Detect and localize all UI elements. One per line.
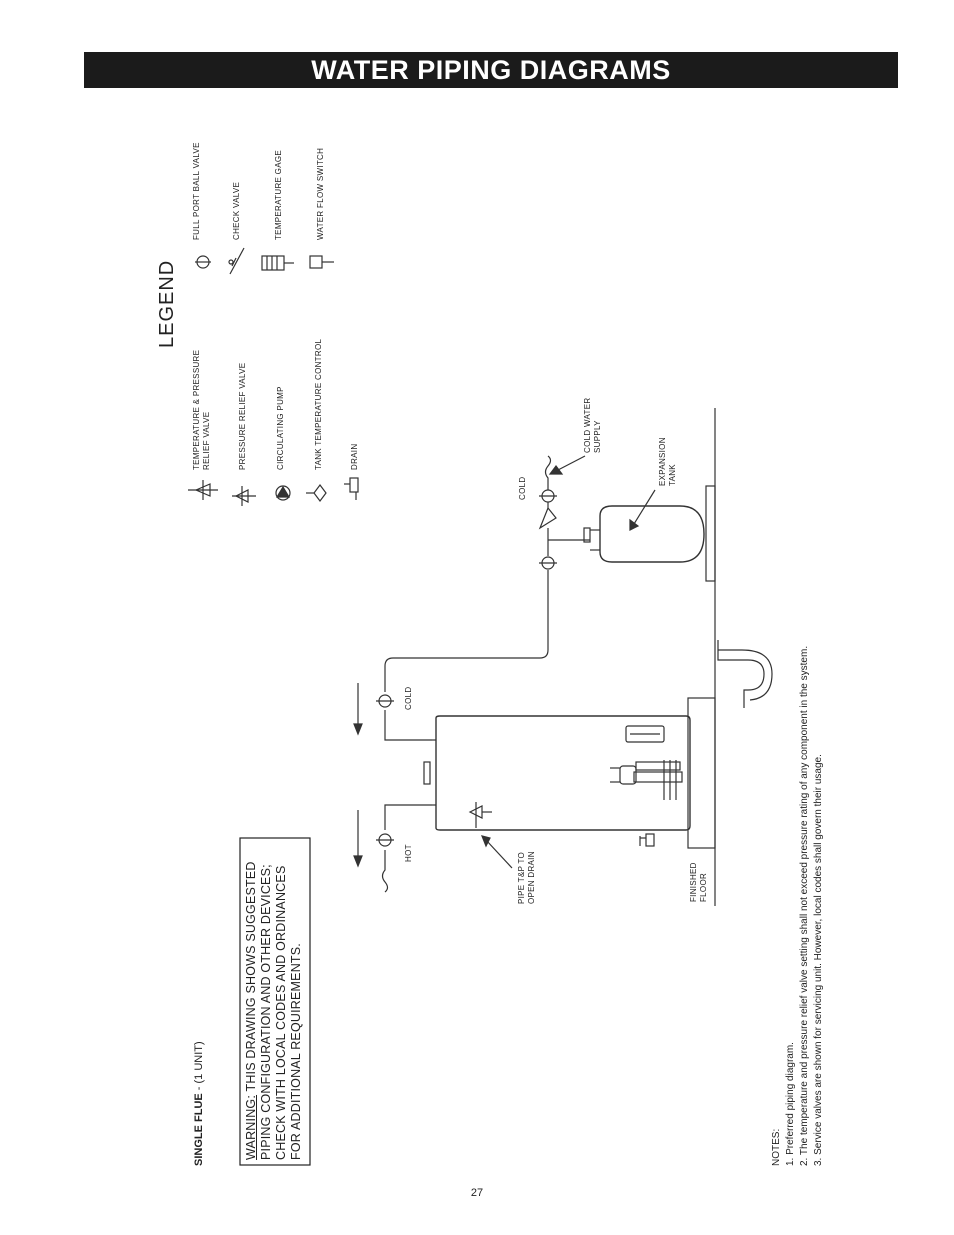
tank-temperature-control-icon xyxy=(306,485,326,501)
legend-item-drain: DRAIN xyxy=(350,443,359,470)
legend-item-pressure-relief-valve: PRESSURE RELIEF VALVE xyxy=(238,362,247,470)
ball-valve-icon xyxy=(195,256,211,268)
hot-ball-valve-icon xyxy=(376,834,394,846)
heater-pad xyxy=(688,698,715,848)
page-number: 27 xyxy=(470,1187,484,1199)
hot-flow-arrowhead xyxy=(354,856,362,866)
flue-vent xyxy=(718,640,772,708)
pipe-tp-label: PIPE T&P TO OPEN DRAIN xyxy=(517,851,536,904)
hot-pipe xyxy=(385,805,432,830)
page-title: WATER PIPING DIAGRAMS xyxy=(84,52,898,88)
legend-item-temperature-gage: TEMPERATURE GAGE xyxy=(274,150,283,240)
cold-water-supply-label: COLD WATER SUPPLY xyxy=(583,397,602,453)
drain-icon xyxy=(344,478,358,500)
temperature-gage-icon xyxy=(262,256,294,270)
legend-item-check-valve: CHECK VALVE xyxy=(232,181,241,240)
heater-tp-valve-icon xyxy=(470,802,492,828)
supply-check-valve-icon xyxy=(540,502,556,528)
legend-item-circulating-pump: CIRCULATING PUMP xyxy=(276,386,285,470)
hot-pipe-end xyxy=(383,850,388,892)
legend-item-flow-switch: WATER FLOW SWITCH xyxy=(316,147,325,240)
cold-heater-pipe xyxy=(385,710,432,740)
pipe-tp-arrow xyxy=(486,840,512,868)
legend-title: LEGEND xyxy=(156,259,178,348)
hot-label: HOT xyxy=(404,844,413,862)
circulating-pump-icon xyxy=(276,486,290,500)
finished-floor-label: FINISHED FLOOR xyxy=(689,862,708,902)
notes: NOTES: 1. Preferred piping diagram. 2. The temperature and pressure relief valve setting shall not exceed pressure rating of any component in the system. 3. Service valves are shown for servicing unit. However, local codes shall govern their usage. xyxy=(771,645,824,1166)
legend-item-tp-relief-valve: TEMPERATURE & PRESSURE RELIEF VALVE xyxy=(192,349,211,470)
expansion-tank-arrow xyxy=(634,490,655,524)
legend-item-tank-temperature-control: TANK TEMPERATURE CONTROL xyxy=(314,338,323,470)
expansion-tank-label: EXPANSION TANK xyxy=(658,437,677,486)
heater-drain-icon xyxy=(640,834,654,846)
cold-supply-label: COLD xyxy=(518,476,527,500)
warning-text: WARNING: THIS DRAWING SHOWS SUGGESTED PIPING CONFIGURATION AND OTHER DEVICES; CHECK WITH LOCAL CODES AND ORDINANCES FOR ADDITIONAL REQUIREMENTS. xyxy=(244,861,303,1160)
cold-flow-arrowhead xyxy=(354,724,362,734)
supply-upper-ball-valve-icon xyxy=(539,490,557,502)
flow-switch-icon xyxy=(310,256,334,268)
legend-item-ball-valve: FULL PORT BALL VALVE xyxy=(192,142,201,240)
water-heater xyxy=(424,716,690,830)
expansion-tank-stand xyxy=(706,486,715,581)
tp-relief-valve-icon xyxy=(188,480,218,500)
cold-heater-label: COLD xyxy=(404,686,413,710)
supply-lower-ball-valve-icon xyxy=(539,557,557,569)
expansion-tank xyxy=(584,506,704,562)
cold-ball-valve-icon xyxy=(376,695,394,707)
diagram-subtitle: SINGLE FLUE - (1 UNIT) xyxy=(193,1041,205,1166)
cold-supply-pipe-end xyxy=(546,456,551,490)
cold-water-supply-arrow xyxy=(558,456,585,470)
check-valve-icon xyxy=(229,248,244,274)
cold-main-pipe xyxy=(385,570,548,692)
pressure-relief-valve-icon xyxy=(232,486,256,506)
